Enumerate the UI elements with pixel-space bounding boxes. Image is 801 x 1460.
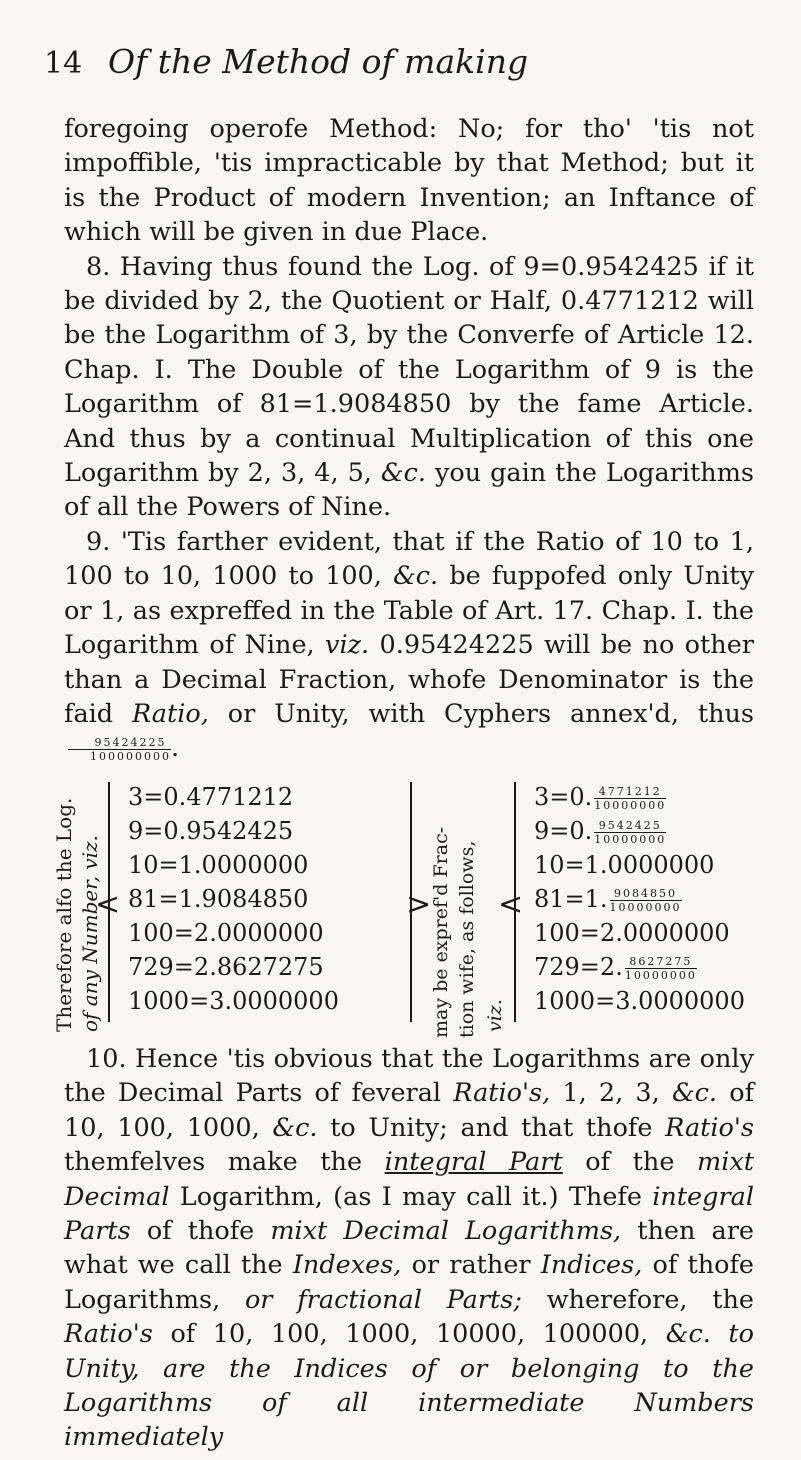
- left-side-label-2: of any Number, viz.: [78, 835, 102, 1032]
- right-row: 100=2.0000000: [534, 919, 730, 947]
- fraction: $\frac{95424225}{100000000}$: [68, 737, 171, 762]
- paragraph-10: 10. Hence 'tis obvious that the Logarithms are only the Decimal Parts of feveral Ratio's, 1, 2, 3, &c. of 10, 100, 1000, &c. to Unity; and that thofe Ratio's themfelves make the integral Part of the mixt Decimal Logarithm, (as I may call it.) Thefe integral Parts of thofe mixt Decimal Logarithms, then are what we call the Indexes, or rather Indices, of thofe Logarithms, or fractional Parts; wherefore, the Ratio's of 10, 100, 1000, 10000, 100000, &c. to Unity, are the Indices of or belonging to the Logarithms of all intermediate Numbers immediately: [64, 1044, 755, 1453]
- left-row: 729=2.8627275: [128, 953, 324, 981]
- page-number: 14: [44, 46, 83, 81]
- right-row: 10=1.0000000: [534, 851, 715, 879]
- right-brace-point: <: [498, 887, 524, 922]
- upper-text: [64, 112, 754, 766]
- right-row: 1000=3.0000000: [534, 987, 745, 1015]
- paragraph-9: 9. 'Tis farther evident, that if the Ratio of 10 to 1, 100 to 10, 1000 to 100, &c. be fuppofed only Unity or 1, as expreffed in the Table of Art. 17. Chap. I. the Logarithm of Nine, viz. 0.95424225 will be no other than a Decimal Fraction, whofe Denominator is the faid Ratio, or Unity, with Cyphers annex'd, thus $\frac{95424225}{100000000}$ .: [64, 526, 755, 764]
- left-row: 10=1.0000000: [128, 851, 309, 879]
- middle-side-label-3: viz.: [484, 999, 506, 1032]
- right-row: 9=0. $\frac{9542425}{10000000}$: [534, 817, 667, 846]
- left-brace-point: <: [95, 887, 121, 922]
- right-table: [534, 780, 745, 1018]
- left-table: [128, 780, 339, 1018]
- running-title: Of the Method of making: [108, 42, 529, 81]
- right-row: 729=2. $\frac{8627275}{10000000}$: [534, 953, 697, 982]
- right-row: 81=1. $\frac{9084850}{10000000}$: [534, 885, 682, 914]
- middle-side-label-2: tion wife, as follows,: [456, 840, 478, 1038]
- middle-side-label-1: may be expref'd Frac-: [430, 826, 452, 1038]
- left-row: 9=0.9542425: [128, 817, 294, 845]
- lower-text: [64, 1042, 754, 1455]
- logarithm-tables: [0, 770, 801, 1042]
- paragraph-8: 8. Having thus found the Log. of 9=0.9542425 if it be divided by 2, the Quotient or Half, 0.4771212 will be the Logarithm of 3, by the Converfe of Article 12. Chap. I. The Double of the Logarithm of 9 is the Logarithm of 81=1.9084850 by the fame Article. And thus by a continual Multiplication of this one Logarithm by 2, 3, 4, 5, &c. you gain the Logarithms of all the Powers of Nine.: [64, 251, 754, 523]
- left-row: 1000=3.0000000: [128, 987, 339, 1015]
- right-row: 3=0. $\frac{4771212}{10000000}$: [534, 783, 667, 812]
- left-row: 100=2.0000000: [128, 919, 324, 947]
- middle-brace-point: >: [406, 887, 432, 922]
- left-side-label-1: Therefore alfo the Log.: [52, 797, 76, 1032]
- left-row: 3=0.4771212: [128, 783, 294, 811]
- left-row: 81=1.9084850: [128, 885, 309, 913]
- paragraph-continued: foregoing operofe Method: No; for tho' 'tis not impoffible, 'tis impracticable by that Method; but it is the Product of modern Invention; an Inftance of which will be given in due Place.: [64, 114, 754, 248]
